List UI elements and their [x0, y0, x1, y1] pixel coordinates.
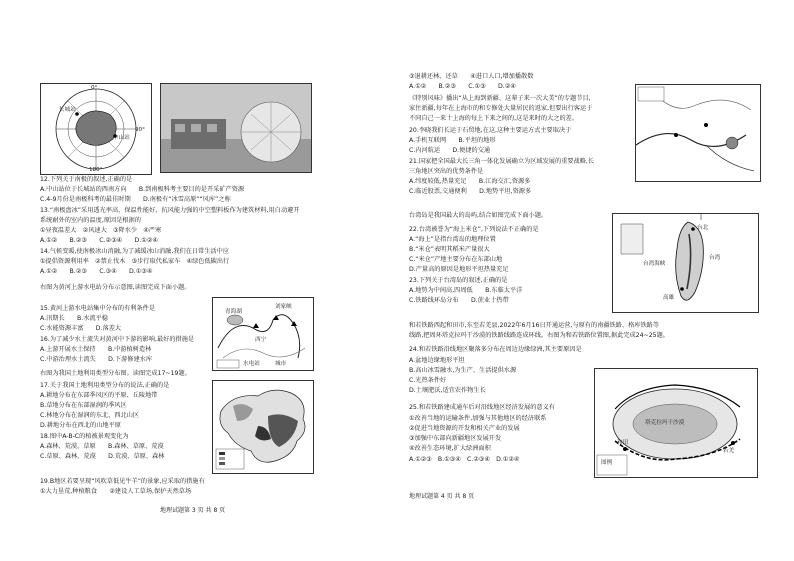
- prev-options-2: A.①② B.②③ C.①③ D.②④: [409, 83, 516, 90]
- q19-stem: 19.B地区若要呈现“风吹草低见牛羊”的景象,应采取的措施有: [40, 478, 205, 485]
- q16-options-ab: A.上游开展水土保持 B.中游植树造林: [40, 346, 152, 353]
- q25-stem: 25.和若铁路建成通车后对沿线地区经济发展的意义有: [409, 404, 555, 411]
- left-page-footer: 地理试题第 3 页 共 8 页: [160, 507, 226, 514]
- q13-stem-1: 13.“南极盘冰”采用透光率高、保温性能好、抗风能力强的中空塑料板作为建筑材料,用白动避开: [40, 207, 300, 214]
- q21-stem-2: 三角地区突出的优势条件是: [409, 168, 484, 175]
- q18-stem: 18.图中A-B-C的植被景观变化为: [40, 433, 129, 440]
- yellow-river-hydropower-map: [212, 297, 314, 371]
- hetian-ruoqiang-railway-map: [594, 368, 758, 478]
- q25-item-3: ③加强中东部向新疆地区发展开发: [409, 435, 502, 442]
- train-intro-3: 不同自己一来十上海的每上下来之间的,这是来时的大之的差。: [409, 115, 579, 122]
- kaohsiung-label: 高雄: [663, 295, 675, 301]
- taiwan-intro: 台湾岛是我国最大的岛屿,结合如图完成下面小题。: [409, 212, 548, 219]
- q22-option-b: B.“米仓”表明其稻米产量很大: [409, 246, 490, 253]
- q24-option-a: A.盆地边缘地形平坦: [409, 357, 465, 364]
- q20-options-cd: C.内河航运 D.便捷的交通: [409, 147, 491, 154]
- rail-legend-label: 图例: [601, 460, 613, 466]
- q12-stem: 12.下列关于南极的叙述,正确的是: [40, 176, 133, 183]
- yangtze-delta-map: [635, 84, 761, 182]
- q18-options-ab: A.森林、荒漠、草原 B.森林、草原、荒漠: [40, 443, 164, 450]
- q18-options-cd: C.草原、森林、荒漠 D.荒漠、草原、森林: [40, 453, 165, 460]
- q24-stem: 24.和若铁路沿线地区聚落多分布在周边边缘绿洲,其主要原因是: [409, 346, 582, 353]
- yangtze-svg: [636, 85, 760, 181]
- q17-option-a: A.耕地分布在东部季风区的平原、丘陵地带: [40, 392, 158, 399]
- taklamakan-label: 塔克拉玛干沙漠: [645, 420, 685, 426]
- q20-stem: 20.李晓我们长运于石贸地,在这,这种主要运方式主要取决于: [409, 127, 572, 134]
- q14-stem: 14.气候变暖,使南极冰山消融,为了减缓冰山消融,我们在日常生活中应: [40, 248, 229, 255]
- right-page: [397, 0, 794, 561]
- ruoqiang-label: 若羌: [723, 448, 735, 454]
- rail-intro-2: 线路,把周环塔克拉玛干沙漠的铁路线路连成环线。右图为和若铁路位置图,据此完成24~25题。: [409, 332, 669, 339]
- prev-options-1: ③退耕还林、还草 ④进口人口,增加播散数: [409, 73, 534, 80]
- legend-hydro-label: 水电站: [243, 361, 260, 367]
- q21-options-cd: C.临近股票,交通便利 D.地势平坦,资源多: [409, 188, 532, 195]
- rail-intro-1: 和若铁路西起和田市,东至若羌县,2022年6月16日开通运营,与原有的南疆铁路、格库铁路等: [409, 322, 660, 329]
- taipei-label: 台北: [697, 225, 709, 231]
- deg-180-label: 180°: [89, 167, 103, 173]
- q24-option-b: B.高山冰雪融水,为生产、生活提供水源: [409, 367, 517, 374]
- q23-options-ab: A.地势为中间高,四周低 B.东临太平洋: [409, 287, 523, 294]
- q17-option-c: C.林地分布在湿润的东北、西北山区: [40, 412, 140, 419]
- q22-option-a: A.“海上”是指台湾岛的地理位置: [409, 236, 496, 243]
- zhongshan-label: 中山站: [113, 135, 130, 141]
- q21-options-ab: A.纬度较低,热量充足 B.江海交汇,资源多: [409, 178, 531, 185]
- train-intro-1: 《特别风味》播出“从上海到新疆、这辈子来一次大美”的专题节目,: [409, 95, 591, 102]
- q24-option-c: C.光热条件好: [409, 377, 447, 384]
- q14-options-1: ①提倡资源利用率 ②禁止伐木 ③步行取代私家车 ④绿色低碳出行: [40, 258, 230, 265]
- q25-item-4: ④改善生态环境,扩大绿洲面积: [409, 445, 491, 452]
- china-land-use-map: [212, 380, 314, 474]
- q21-stem-1: 21.国家把全国最大长三角一体化发展确立为区域发展的重要战略,长: [409, 158, 595, 165]
- q17-option-b: B.草地分布在东部湿润的季风区: [40, 402, 127, 409]
- xining-label: 西宁: [255, 337, 267, 343]
- q22-option-d: D.产量高的原因是地形平坦热量充足: [409, 266, 509, 273]
- deg-0-label: 0°: [91, 85, 98, 91]
- station-photo-svg: [161, 84, 311, 172]
- q23-options-cd: C.铁路线环岛分布 D.蔗业十热带: [409, 297, 509, 304]
- q22-stem: 22.台湾被誉为“海上米仓”,下列说法不正确的是: [409, 226, 539, 233]
- taiwan-map: [612, 213, 759, 313]
- q25-item-2: ②促进当地资源的开发和相关产业的发展: [409, 425, 520, 432]
- changcheng-label: 长城站: [59, 107, 76, 113]
- taiwan-strait-label: 台湾海峡: [643, 261, 666, 267]
- q14-options-2: A.①② B.②③ C.③④ D.①③④: [40, 268, 153, 275]
- deg-90-label: 90°: [135, 127, 145, 133]
- taiwan-label: 台湾: [709, 255, 721, 261]
- q16-options-cd: C.中游治理水土流失 D.下游修建水库: [40, 356, 153, 363]
- q15-options-ab: A.汛期长 B.水流平稳: [40, 315, 108, 322]
- q16-stem: 16.为了减少水土流失对黄河中下游的影响,最好的措施是: [40, 336, 195, 343]
- q12-options-cd: C.4-9月份是南极科考的最佳时期 D.南极有“冰雪高原”“风库”之称: [40, 196, 231, 203]
- legend-city-label: 城市: [275, 361, 287, 367]
- antarctic-polar-map: [40, 83, 152, 175]
- q17-stem: 17.关于我国土地利用类型分布的说法,正确的是: [40, 382, 170, 389]
- q13-options-2: A.①② B.②③ C.②③④ D.①②④: [40, 237, 158, 244]
- q20-options-ab: A.手机互联网 B.平坦的地形: [409, 137, 496, 144]
- hetian-label: 和田: [617, 440, 629, 446]
- q13-options-1: ①昼夜温差大 ②风速大 ③降水少 ④严寒: [40, 227, 162, 234]
- q23-stem: 23.下列关于台湾岛的叙述,正确的是: [409, 277, 508, 284]
- q15-stem: 15.黄河上游水电站集中分布的有利条件是: [40, 305, 156, 312]
- q12-options-ab: A.中山站位于长城站的西南方向 B.到南极科考主要目的是开采矿产资源: [40, 186, 245, 193]
- antarctic-station-photo: [160, 83, 312, 173]
- q13-stem-2: 系统耐外的室内的温度,原因是根据的: [40, 217, 141, 224]
- intro-yellow-river: 右图为黄河上游水电站分布示意图,读图完成下面小题。: [40, 284, 191, 291]
- train-intro-2: 家住新疆,每年在上海市的和专修处大量居民的返家,但要出行客运于: [409, 105, 593, 112]
- q25-item-1: ①改善当地的运输条件,加强与其他地区的经济联系: [409, 415, 547, 422]
- right-page-footer: 地理试题第 4 页 共 8 页: [409, 493, 475, 500]
- taiwan-svg: [613, 214, 758, 312]
- china-map-svg: [213, 381, 313, 473]
- liujiaxia-label: 刘家峡: [275, 304, 292, 310]
- q15-options-cd: C.水能资源丰富 D.落差大: [40, 325, 122, 332]
- q25-options: A.①②③ B.①③④ C.②③④ D.①②④: [409, 456, 520, 463]
- qinghai-lake-label: 青海湖: [225, 309, 242, 315]
- q17-option-d: D.耕地分布在西北的山地平原: [40, 422, 121, 429]
- q19-options: ①大力垦荒,种植粮食 ②建设人工草场,保护天然草场: [40, 488, 192, 495]
- q22-option-c: C.“米仓”产地主要分布在东部山地: [409, 256, 503, 263]
- q24-option-d: D.土壤肥沃,适宜农作物生长: [409, 387, 486, 394]
- intro-land-use: 右图为我国土地利用类型分布图。读图完成17~19题。: [40, 370, 191, 377]
